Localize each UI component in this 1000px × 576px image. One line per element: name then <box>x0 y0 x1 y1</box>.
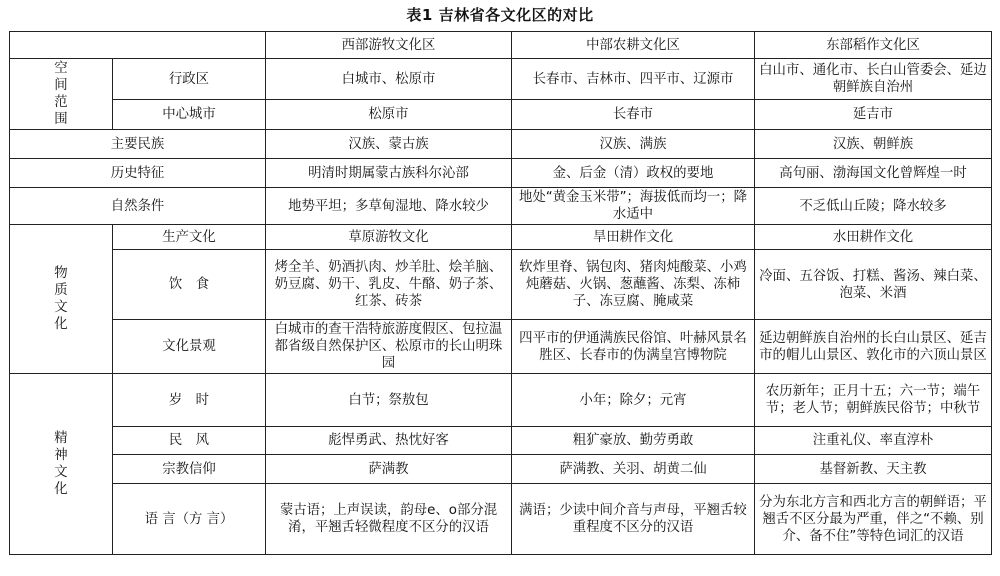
group-spiritual-label: 精神文化 <box>54 431 68 497</box>
cell-center-city-central: 长春市 <box>512 100 755 130</box>
cell-nature-central: 地处“黄金玉米带”；海拔低而均一；降水适中 <box>512 188 755 225</box>
group-space-label: 空间范围 <box>54 61 68 127</box>
cell-landscape-west: 白城市的查干浩特旅游度假区、包拉温都省级自然保护区、松原市的长山明珠园 <box>266 320 512 374</box>
table-row <box>10 250 992 320</box>
cell-religion-west: 萨满教 <box>266 455 512 484</box>
cell-center-city-west: 松原市 <box>266 100 512 130</box>
table-row <box>10 100 992 130</box>
cell-custom-west: 彪悍勇武、热忱好客 <box>266 427 512 455</box>
table-row <box>10 159 992 188</box>
cell-festival-east: 农历新年；正月十五；六一节；端午节；老人节；朝鲜族民俗节；中秋节 <box>755 374 992 427</box>
table-row <box>10 188 992 225</box>
row-label-admin: 行政区 <box>113 59 266 100</box>
cell-production-central: 旱田耕作文化 <box>512 225 755 250</box>
row-label-custom: 民 风 <box>113 427 266 455</box>
cell-history-west: 明清时期属蒙古族科尔沁部 <box>266 159 512 188</box>
table-title: 表1 吉林省各文化区的对比 <box>406 6 594 24</box>
row-label-food: 饮 食 <box>113 250 266 320</box>
table-row <box>10 225 992 250</box>
cell-language-central: 满语；少读中间介音与声母，平翘舌较重程度不区分的汉语 <box>512 484 755 555</box>
table-row <box>10 320 992 374</box>
cell-custom-east: 注重礼仪、率直淳朴 <box>755 427 992 455</box>
group-material <box>10 225 113 374</box>
cell-nature-west: 地势平坦；多草甸湿地、降水较少 <box>266 188 512 225</box>
header-central: 中部农耕文化区 <box>512 32 755 59</box>
group-material-label: 物质文化 <box>54 266 68 332</box>
row-label-language: 语 言（方 言） <box>113 484 266 555</box>
cell-festival-west: 白节；祭敖包 <box>266 374 512 427</box>
cell-landscape-east: 延边朝鲜族自治州的长白山景区、延吉市的帽儿山景区、敦化市的六顶山景区 <box>755 320 992 374</box>
cell-food-central: 软炸里脊、锅包肉、猪肉炖酸菜、小鸡炖蘑菇、火锅、葱蘸酱、冻梨、冻柿子、冻豆腐、腌咸菜 <box>512 250 755 320</box>
row-label-ethnic: 主要民族 <box>10 130 266 159</box>
cell-landscape-central: 四平市的伊通满族民俗馆、叶赫风景名胜区、长春市的伪满皇宫博物院 <box>512 320 755 374</box>
cell-production-west: 草原游牧文化 <box>266 225 512 250</box>
cell-history-east: 高句丽、渤海国文化曾辉煌一时 <box>755 159 992 188</box>
cell-food-west: 烤全羊、奶酒扒肉、炒羊肚、烩羊脑、奶豆腐、奶干、乳皮、牛酪、奶子茶、红茶、砖茶 <box>266 250 512 320</box>
cell-ethnic-east: 汉族、朝鲜族 <box>755 130 992 159</box>
cell-religion-east: 基督新教、天主教 <box>755 455 992 484</box>
header-east: 东部稻作文化区 <box>755 32 992 59</box>
cell-ethnic-west: 汉族、蒙古族 <box>266 130 512 159</box>
table-row <box>10 484 992 555</box>
cell-production-east: 水田耕作文化 <box>755 225 992 250</box>
row-label-religion: 宗教信仰 <box>113 455 266 484</box>
cell-custom-central: 粗犷豪放、勤劳勇敢 <box>512 427 755 455</box>
cell-nature-east: 不乏低山丘陵；降水较多 <box>755 188 992 225</box>
table-row <box>10 427 992 455</box>
cell-festival-central: 小年；除夕；元宵 <box>512 374 755 427</box>
cell-food-east: 冷面、五谷饭、打糕、酱汤、辣白菜、泡菜、米酒 <box>755 250 992 320</box>
row-label-landscape: 文化景观 <box>113 320 266 374</box>
cell-language-west: 蒙古语；上声误读，韵母e、o部分混淆，平翘舌轻微程度不区分的汉语 <box>266 484 512 555</box>
comparison-table <box>9 31 992 555</box>
row-label-center-city: 中心城市 <box>113 100 266 130</box>
cell-history-central: 金、后金（清）政权的要地 <box>512 159 755 188</box>
header-row <box>10 32 992 59</box>
header-corner <box>10 32 266 59</box>
cell-center-city-east: 延吉市 <box>755 100 992 130</box>
table-row <box>10 130 992 159</box>
cell-language-east: 分为东北方言和西北方言的朝鲜语；平翘舌不区分最为严重，伴之“不赖、别介、备不住”等特色词汇的汉语 <box>755 484 992 555</box>
table-row <box>10 455 992 484</box>
cell-ethnic-central: 汉族、满族 <box>512 130 755 159</box>
table-row <box>10 374 992 427</box>
cell-admin-west: 白城市、松原市 <box>266 59 512 100</box>
row-label-production: 生产文化 <box>113 225 266 250</box>
row-label-history: 历史特征 <box>10 159 266 188</box>
row-label-festival: 岁 时 <box>113 374 266 427</box>
header-west: 西部游牧文化区 <box>266 32 512 59</box>
row-label-nature: 自然条件 <box>10 188 266 225</box>
table-row <box>10 59 992 100</box>
group-spiritual <box>10 374 113 555</box>
cell-admin-central: 长春市、吉林市、四平市、辽源市 <box>512 59 755 100</box>
cell-religion-central: 萨满教、关羽、胡黄二仙 <box>512 455 755 484</box>
group-space <box>10 59 113 130</box>
cell-admin-east: 白山市、通化市、长白山管委会、延边朝鲜族自治州 <box>755 59 992 100</box>
